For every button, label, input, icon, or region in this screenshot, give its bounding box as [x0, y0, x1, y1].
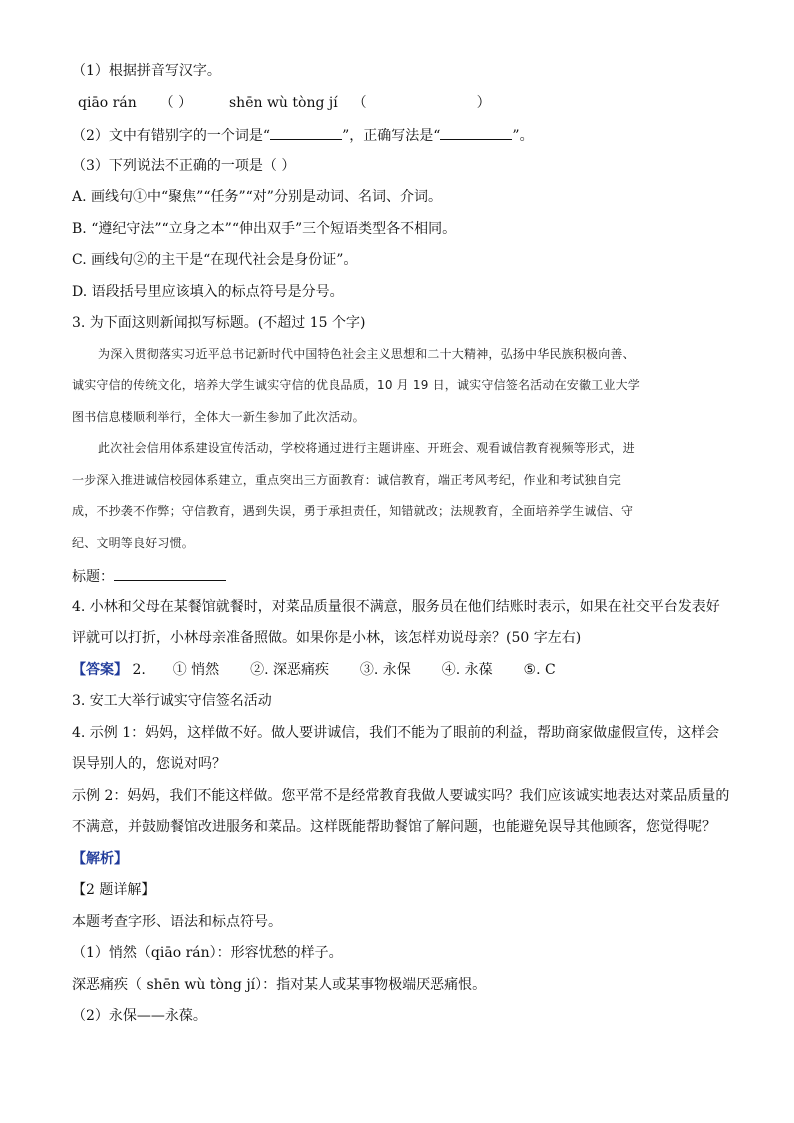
analysis-intro: 本题考查字形、语法和标点符号。: [72, 913, 282, 930]
answer-item: ① 悄然: [172, 661, 220, 678]
q2-line: [72, 125, 732, 157]
q1-title: （1）根据拼音写汉字。: [72, 63, 221, 79]
paren-2-close: ）: [476, 94, 491, 111]
title-answer-blank[interactable]: [114, 566, 226, 581]
pinyin-2: shēn wù tòng jí: [229, 94, 338, 111]
news-line: 诚实守信的传统文化，培养大学生诚实守信的优良品质，10 月 19 日，诚实守信签名活动在安徽工业大学: [72, 378, 640, 392]
news-line: 一步深入推进诚信校园体系建立，重点突出三方面教育：诚信教育，端正考风考纪，作业和考试独自完: [72, 472, 622, 487]
q2-prefix: （2）文中有错别字的一个词是“: [72, 128, 271, 144]
explanation-3: （2）永保——永葆。: [72, 1008, 207, 1024]
paren-1: （ ）: [159, 94, 193, 111]
answer-item: ⑤. C: [523, 661, 556, 678]
answer-item: ②. 深恶痛疾: [250, 661, 329, 678]
detail-title: 【2 题详解】: [72, 882, 156, 898]
answer-q-no: 2.: [132, 661, 146, 678]
option-a: A. 画线句①中“聚焦”“任务”“对”分别是动词、名词、介词。: [72, 189, 442, 205]
explanation-1: （1）悄然（qiāo rán）：形容忧愁的样子。: [72, 945, 343, 961]
answer-blank-1[interactable]: [270, 125, 342, 140]
answer-4-line-2: 误导别人的，您说对吗？: [72, 756, 226, 772]
news-line: 纪、文明等良好习惯。: [72, 535, 195, 550]
news-line: 此次社会信用体系建设宣传活动，学校将通过进行主题讲座、开班会、观看诚信教育视频等形式，进: [98, 441, 635, 455]
news-line: 成，不抄袭不作弊；守信教育，遇到失误，勇于承担责任，知错就改；法规教育，全面培养学生诚信、守: [72, 504, 634, 518]
question-4-line-2: 评就可以打折，小林母亲准备照做。如果你是小林，该怎样劝说母亲？(50 字左右): [72, 630, 582, 646]
paren-2-open: （: [352, 94, 367, 111]
q2-middle: ”，正确写法是“: [342, 128, 441, 144]
analysis-label: 【解析】: [72, 850, 128, 867]
explanation-2: 深恶痛疾（ shēn wù tòng jí）：指对某人或某事物极端厌恶痛恨。: [72, 976, 487, 993]
news-line: 为深入贯彻落实习近平总书记新时代中国特色社会主义思想和二十大精神，弘扬中华民族积极向善、: [98, 346, 635, 361]
answer-4-line-1: 4. 示例 1：妈妈，这样做不好。做人要讲诚信，我们不能为了眼前的利益，帮助商家做虚假宣传，这样会: [72, 724, 720, 741]
document-body: [72, 62, 732, 1039]
title-answer-line: [72, 566, 732, 598]
q1-pinyin-line: [72, 94, 732, 126]
answer-item: ③. 永保: [359, 661, 411, 678]
option-c: C. 画线句②的主干是“在现代社会是身份证”。: [72, 252, 358, 268]
answer-4-line-3: 示例 2：妈妈，我们不能这样做。您平常不是经常教育我做人要诚实吗？我们应该诚实地表达对菜品质量的: [72, 787, 730, 804]
option-b: B. “遵纪守法”“立身之本”“伸出双手”三个短语类型各不相同。: [72, 220, 457, 237]
option-d: D. 语段括号里应该填入的标点符号是分号。: [72, 283, 344, 300]
answer-4-line-4: 不满意，并鼓励餐馆改进服务和菜品。这样既能帮助餐馆了解问题，也能避免误导其他顾客，您觉得呢？: [72, 819, 716, 835]
answer-line: [72, 661, 732, 693]
answer-blank-2[interactable]: [440, 125, 512, 140]
q3-title: （3）下列说法不正确的一项是（ ）: [72, 157, 296, 174]
answer-item: ④. 永葆: [441, 661, 493, 678]
news-line: 图书信息楼顺利举行，全体大一新生参加了此次活动。: [72, 409, 365, 424]
question-4-line-1: 4. 小林和父母在某餐馆就餐时，对菜品质量很不满意，服务员在他们结账时表示，如果在社交平台发表好: [72, 598, 720, 615]
answer-label: 【答案】: [72, 661, 128, 678]
title-label: 标题：: [72, 569, 114, 585]
question-3-title: 3. 为下面这则新闻拟写标题。(不超过 15 个字): [72, 315, 366, 331]
answer-3: 3. 安工大举行诚实守信签名活动: [72, 693, 272, 709]
news-passage: [72, 346, 732, 567]
q2-suffix: ”。: [512, 128, 534, 144]
pinyin-1: qiāo rán: [78, 94, 137, 111]
